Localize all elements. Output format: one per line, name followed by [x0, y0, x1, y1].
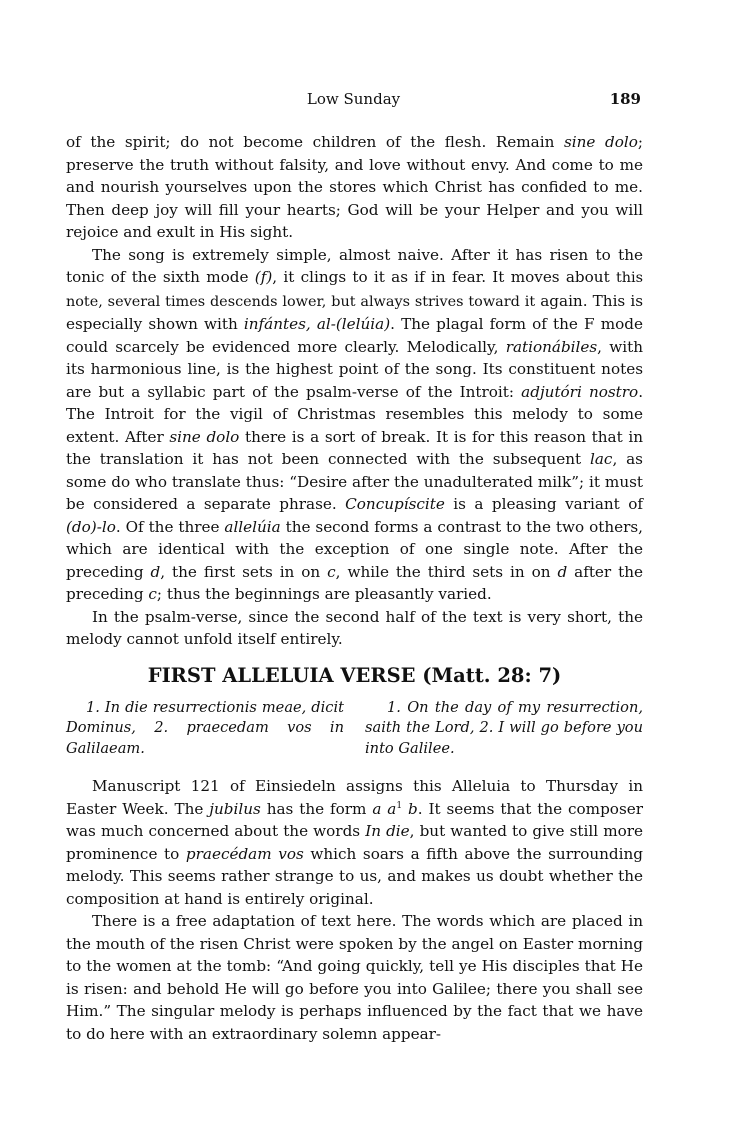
text-run: c	[148, 585, 157, 603]
text-run: , while the third sets in on	[335, 562, 558, 581]
text-run: has the form	[260, 799, 373, 818]
text-run: d	[557, 562, 568, 581]
text-run: , with its harmonious line, is the highest point of the song. Its constituent notes are but a syllabic part of the psalm-verse of the Introit:	[66, 337, 643, 401]
text-run: , as some do who translate thus: “Desire after the unadulterated milk”; it must be considered a separate phrase.	[66, 450, 643, 513]
text-run: In the psalm-verse, since the second half of the text is very short, the melody cannot unfold itself entirely.	[66, 607, 643, 648]
latin-verse: 1. In die resurrectionis meae, dicit Dominus, 2. praecedam vos in Galilaeam.	[66, 698, 344, 757]
text-run: ; thus the beginnings are pleasantly varied.	[156, 585, 492, 603]
text-run: d	[150, 562, 161, 581]
text-run: rationábiles	[505, 337, 598, 356]
text-run: b	[402, 799, 418, 818]
paragraph-spirit	[66, 131, 643, 244]
verse-columns	[66, 698, 643, 760]
text-run: . Of the three	[115, 517, 225, 536]
main-text	[66, 131, 643, 1045]
text-run: . The Introit for the vigil of Christmas resembles this melody to some extent. After	[66, 382, 644, 446]
text-run: sine dolo	[563, 133, 638, 151]
text-run: , it clings to it as if in fear. It moves about	[272, 268, 616, 286]
text-run: , the first sets in on	[160, 562, 328, 581]
text-run: adjutóri nostro	[521, 382, 639, 401]
text-run: jubilus	[209, 799, 261, 818]
english-verse: 1. On the day of my resurrection, saith the Lord, 2. I will go before you into Galilee.	[365, 698, 643, 757]
text-run: a a	[372, 799, 397, 818]
text-run: is a pleasing variant of	[444, 495, 643, 513]
section-heading: FIRST ALLELUIA VERSE (Matt. 28: 7)	[147, 663, 562, 687]
text-run: , but wanted to give still more prominence to	[66, 822, 643, 863]
page-number: 189	[609, 90, 641, 108]
text-run: sine dolo	[169, 427, 240, 446]
text-run: lac	[590, 450, 613, 468]
text-run: (do)-lo	[66, 517, 116, 536]
paragraph-song	[66, 244, 643, 606]
text-run: In die	[365, 822, 410, 840]
text-run: 1	[396, 800, 403, 811]
latin-verse-column	[66, 698, 344, 760]
paragraph-manuscript	[66, 775, 643, 910]
text-run: Concupíscite	[345, 495, 445, 513]
text-run: ; preserve the truth without falsity, and love without envy. And come to me and nourish yourselves upon the stores which Christ has confided to me. Then deep joy will fill your hearts; God will be your Helper and you will rejoice and exult in His sight.	[66, 133, 643, 241]
text-run: (f)	[254, 268, 273, 286]
text-run: this note, several times descends lower, but always strives toward it	[66, 270, 644, 310]
text-run: after the preceding	[66, 562, 643, 603]
paragraph-psalm-verse	[66, 606, 643, 651]
text-run: There is a free adaptation of text here. The words which are placed in the mouth of the risen Christ were spoken by the angel on Easter morning to the women at the tomb: “And going quickly, tell ye His disciples that He is risen: and behold He will go before you into Galilee; there you shall see Him.” The singular melody is perhaps influenced by the fact that we have to do here with an extraordinary solemn appear-	[66, 912, 643, 1043]
text-run: Manuscript 121 of Einsiedeln assigns this Alleluia to Thursday in Easter Week. The	[66, 777, 643, 818]
text-run: again. This is especially shown with	[66, 291, 644, 333]
text-run: . It seems that the composer was much concerned about the words	[66, 799, 643, 840]
text-run: infántes, al-(lelúia)	[243, 315, 391, 333]
text-run: c	[327, 562, 336, 581]
text-run: The song is extremely simple, almost naive. After it has risen to the tonic of the sixth mode	[66, 245, 643, 286]
text-run: of the spirit; do not become children of the flesh. Remain	[66, 133, 564, 151]
text-run: which soars a fifth above the surrounding melody. This seems rather strange to us, and makes us doubt whether the composition at hand is entirely original.	[66, 844, 644, 908]
text-run: there is a sort of break. It is for this reason that in the translation it has not been connected with the subsequent	[66, 427, 643, 468]
running-title: Low Sunday	[306, 90, 401, 108]
paragraph-adaptation	[66, 910, 643, 1045]
page-header	[66, 90, 641, 110]
text-run: . The plagal form of the F mode could scarcely be evidenced more clearly. Melodically,	[66, 315, 643, 356]
text-run: allelúia	[224, 517, 281, 536]
english-verse-column	[365, 698, 643, 760]
text-run: the second forms a contrast to the two others, which are identical with the exception of one single note. After the preceding	[66, 517, 643, 581]
text-run: praecédam vos	[185, 844, 304, 863]
